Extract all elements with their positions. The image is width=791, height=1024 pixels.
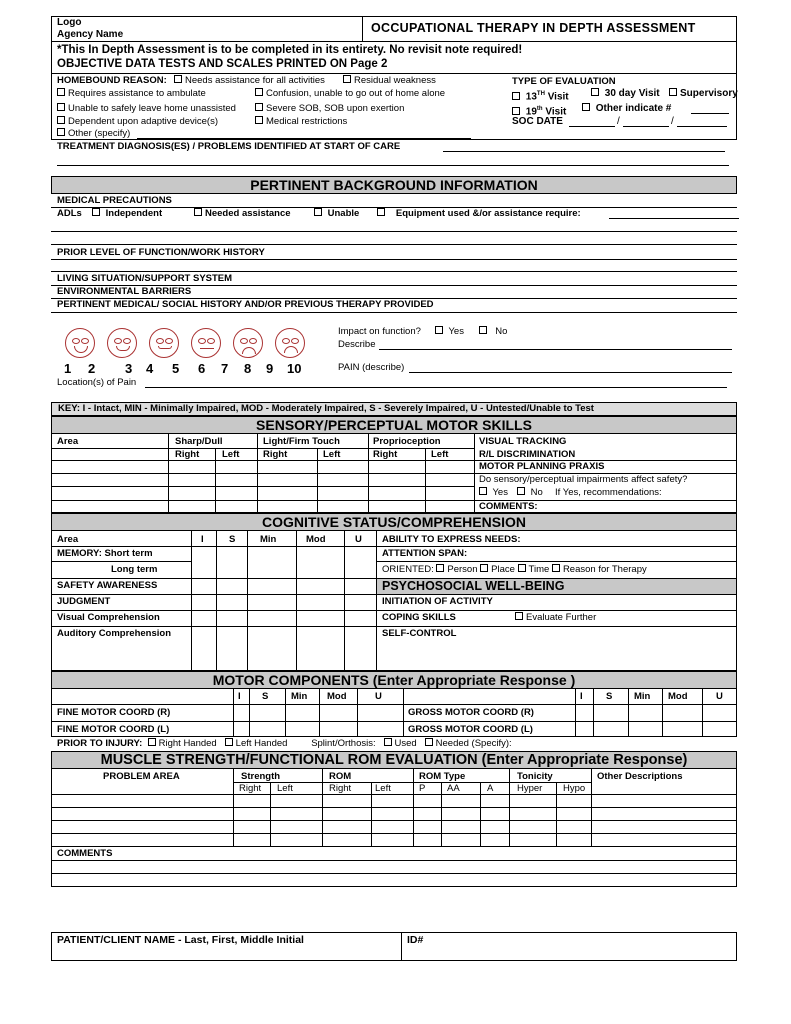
impact-no[interactable]: No — [479, 326, 507, 338]
impact-yes[interactable]: Yes — [435, 326, 464, 338]
pain-scale-9[interactable]: 9 — [266, 361, 274, 376]
checkbox-icon[interactable] — [343, 75, 351, 83]
eval-30-day-visit[interactable]: 30 day Visit — [591, 88, 660, 100]
treatment-diagnosis-field[interactable] — [443, 141, 725, 152]
pain-scale-4[interactable]: 4 — [146, 361, 154, 376]
checkbox-icon[interactable] — [425, 738, 433, 746]
cognitive-area-header: Area — [57, 534, 79, 545]
notice-line-2: OBJECTIVE DATA TESTS AND SCALES PRINTED ON Page 2 — [57, 58, 388, 70]
checkbox-icon[interactable] — [377, 208, 385, 216]
pain-face-icon — [107, 328, 137, 358]
visual-tracking-label: VISUAL TRACKING — [479, 436, 567, 447]
visual-comprehension: Visual Comprehension — [57, 612, 160, 623]
motor-band: MOTOR COMPONENTS (Enter Appropriate Response ) — [51, 671, 737, 689]
checkbox-icon[interactable] — [582, 103, 590, 111]
checkbox-icon[interactable] — [518, 564, 526, 572]
gross-motor-right: GROSS MOTOR COORD (R) — [408, 707, 534, 718]
checkbox-icon[interactable] — [512, 92, 520, 100]
medical-precautions-label: MEDICAL PRECAUTIONS — [57, 195, 172, 206]
rl-discrimination-label: R/L DISCRIMINATION — [479, 449, 576, 460]
cognitive-band: COGNITIVE STATUS/COMPREHENSION — [51, 513, 737, 531]
oriented-row: ORIENTED: Person Place Time Reason for Therapy — [382, 564, 647, 575]
checkbox-icon[interactable] — [314, 208, 322, 216]
auditory-comprehension: Auditory Comprehension — [57, 628, 172, 639]
pain-scale-2[interactable]: 2 — [88, 361, 96, 376]
homebound-other-field[interactable] — [137, 128, 471, 139]
environmental-barriers-label: ENVIRONMENTAL BARRIERS — [57, 286, 192, 297]
self-control-label: SELF-CONTROL — [382, 628, 457, 639]
sensory-band: SENSORY/PERCEPTUAL MOTOR SKILLS — [51, 416, 737, 434]
pertinent-history-label: PERTINENT MEDICAL/ SOCIAL HISTORY AND/OR PREVIOUS THERAPY PROVIDED — [57, 299, 434, 310]
checkbox-icon[interactable] — [194, 208, 202, 216]
pain-scale-10[interactable]: 10 — [287, 361, 302, 376]
checkbox-icon[interactable] — [57, 116, 65, 124]
background-band: PERTINENT BACKGROUND INFORMATION — [51, 176, 737, 194]
gross-motor-left: GROSS MOTOR COORD (L) — [408, 724, 533, 735]
muscle-band: MUSCLE STRENGTH/FUNCTIONAL ROM EVALUATION (Enter Appropriate Response) — [51, 751, 737, 769]
homebound-label: HOMEBOUND REASON: — [57, 75, 167, 86]
checkbox-icon[interactable] — [148, 738, 156, 746]
pain-scale-5[interactable]: 5 — [172, 361, 180, 376]
checkbox-icon[interactable] — [512, 107, 520, 115]
pain-scale-3[interactable]: 3 — [125, 361, 133, 376]
safety-question: Do sensory/perceptual impairments affect safety? — [479, 474, 688, 485]
key-band: KEY: I - Intact, MIN - Minimally Impaired, MOD - Moderately Impaired, S - Severely Impaired, U - Untested/Unable to Test — [51, 402, 737, 416]
homebound-opt-9[interactable]: Other (specify) — [57, 128, 130, 140]
logo-placeholder: Logo — [57, 17, 82, 28]
problem-area-header: PROBLEM AREA — [103, 771, 180, 782]
soc-date-label: SOC DATE — [512, 116, 563, 127]
impact-on-function-label: Impact on function? — [338, 326, 421, 337]
rom-type-header: ROM Type — [419, 771, 466, 782]
sensory-area-header: Area — [57, 436, 79, 447]
pain-scale-6[interactable]: 6 — [198, 361, 206, 376]
checkbox-icon[interactable] — [517, 487, 525, 495]
checkbox-icon[interactable] — [384, 738, 392, 746]
coping-label: COPING SKILLS — [382, 612, 456, 623]
pain-scale-7[interactable]: 7 — [221, 361, 229, 376]
checkbox-icon[interactable] — [669, 88, 677, 96]
agency-name: Agency Name — [57, 29, 124, 40]
checkbox-icon[interactable] — [57, 103, 65, 111]
pain-face-icon — [233, 328, 263, 358]
pain-face-icon — [149, 328, 179, 358]
sensory-comments-label: COMMENTS: — [479, 501, 538, 512]
homebound-opt-7[interactable]: Dependent upon adaptive device(s) — [57, 116, 218, 128]
checkbox-icon[interactable] — [552, 564, 560, 572]
safety-yes[interactable]: Yes — [479, 487, 508, 499]
other-descriptions-header: Other Descriptions — [597, 771, 683, 782]
light-touch-header: Light/Firm Touch — [263, 436, 340, 447]
adls-unable[interactable]: Unable — [314, 208, 359, 220]
checkbox-icon[interactable] — [174, 75, 182, 83]
checkbox-icon[interactable] — [57, 128, 65, 136]
checkbox-icon[interactable] — [435, 326, 443, 334]
equipment-field[interactable] — [609, 208, 739, 219]
pain-face-icon — [65, 328, 95, 358]
eval-other-field[interactable] — [691, 103, 729, 114]
motor-planning-label: MOTOR PLANNING PRAXIS — [479, 461, 605, 472]
describe-label: Describe — [338, 339, 376, 350]
homebound-opt-2[interactable]: Residual weakness — [343, 75, 436, 87]
eval-13th-visit[interactable]: 13TH Visit — [512, 88, 569, 103]
strength-header: Strength — [241, 771, 281, 782]
evaluate-further[interactable]: Evaluate Further — [515, 612, 596, 624]
form-title: OCCUPATIONAL THERAPY IN DEPTH ASSESSMENT — [371, 21, 696, 35]
pain-face-icon — [275, 328, 305, 358]
adls-label: ADLs — [57, 208, 82, 219]
checkbox-icon[interactable] — [479, 487, 487, 495]
pain-describe-field[interactable] — [409, 362, 732, 373]
soc-month-field[interactable] — [569, 116, 615, 127]
pain-scale-1[interactable]: 1 — [64, 361, 72, 376]
homebound-opt-1[interactable]: Needs assistance for all activities — [174, 75, 325, 87]
judgment: JUDGMENT — [57, 596, 111, 607]
rom-header: ROM — [329, 771, 352, 782]
muscle-comments-label: COMMENTS — [57, 848, 113, 859]
fine-motor-left: FINE MOTOR COORD (L) — [57, 724, 170, 735]
homebound-opt-8[interactable]: Medical restrictions — [255, 116, 347, 128]
memory-short-term: MEMORY: Short term — [57, 548, 153, 559]
fine-motor-right: FINE MOTOR COORD (R) — [57, 707, 171, 718]
express-needs-label: ABILITY TO EXPRESS NEEDS: — [382, 534, 521, 545]
pain-location-field[interactable] — [145, 377, 727, 388]
checkbox-icon[interactable] — [255, 103, 263, 111]
living-situation-label: LIVING SITUATION/SUPPORT SYSTEM — [57, 273, 233, 284]
prior-level-label: PRIOR LEVEL OF FUNCTION/WORK HISTORY — [57, 247, 265, 258]
homebound-opt-4[interactable]: Confusion, unable to go out of home alone — [255, 88, 445, 100]
checkbox-icon[interactable] — [591, 88, 599, 96]
homebound-opt-5[interactable]: Unable to safely leave home unassisted — [57, 103, 236, 115]
eval-supervisory[interactable]: Supervisory — [669, 88, 738, 100]
checkbox-icon[interactable] — [255, 116, 263, 124]
initiation-label: INITIATION OF ACTIVITY — [382, 596, 493, 607]
soc-day-field[interactable] — [623, 116, 669, 127]
checkbox-icon[interactable] — [479, 326, 487, 334]
prior-to-injury-row: PRIOR TO INJURY: Right Handed Left Handed Splint/Orthosis: Used Needed (Specify): — [57, 738, 512, 749]
pain-location-label: Location(s) of Pain — [57, 377, 137, 388]
eval-19th-visit[interactable]: 19th Visit — [512, 103, 566, 118]
safety-no[interactable]: No — [517, 487, 543, 499]
checkbox-icon[interactable] — [57, 88, 65, 96]
muscle-table — [51, 769, 737, 887]
safety-recommendations: If Yes, recommendations: — [555, 487, 662, 498]
checkbox-icon[interactable] — [480, 564, 488, 572]
adls-needed-assistance[interactable]: Needed assistance — [194, 208, 291, 220]
treatment-diagnosis-label: TREATMENT DIAGNOSIS(ES) / PROBLEMS IDENTIFIED AT START OF CARE — [57, 141, 401, 152]
adls-independent[interactable]: Independent — [92, 208, 162, 220]
homebound-opt-3[interactable]: Requires assistance to ambulate — [57, 88, 206, 100]
proprioception-header: Proprioception — [373, 436, 441, 447]
checkbox-icon[interactable] — [515, 612, 523, 620]
psychosocial-label: PSYCHOSOCIAL WELL-BEING — [382, 579, 565, 593]
evaluation-type-label: TYPE OF EVALUATION — [512, 76, 616, 87]
patient-name-label: PATIENT/CLIENT NAME - Last, First, Middle Initial — [57, 934, 304, 946]
homebound-opt-6[interactable]: Severe SOB, SOB upon exertion — [255, 103, 404, 115]
describe-field[interactable] — [379, 339, 732, 350]
notice-line-1: *This In Depth Assessment is to be completed in its entirety. No revisit note required! — [57, 44, 523, 56]
eval-other[interactable]: Other indicate # — [582, 103, 671, 115]
pain-describe-label: PAIN (describe) — [338, 362, 405, 373]
attention-span-label: ATTENTION SPAN: — [382, 548, 468, 559]
pain-face-icon — [191, 328, 221, 358]
soc-year-field[interactable] — [677, 116, 727, 127]
checkbox-icon[interactable] — [92, 208, 100, 216]
checkbox-icon[interactable] — [255, 88, 263, 96]
sharp-dull-header: Sharp/Dull — [175, 436, 223, 447]
safety-awareness: SAFETY AWARENESS — [57, 580, 158, 591]
pain-scale-8[interactable]: 8 — [244, 361, 252, 376]
tonicity-header: Tonicity — [517, 771, 553, 782]
checkbox-icon[interactable] — [225, 738, 233, 746]
adls-equipment[interactable]: Equipment used &/or assistance require: — [377, 208, 581, 220]
memory-long-term: Long term — [111, 564, 158, 575]
checkbox-icon[interactable] — [436, 564, 444, 572]
patient-id-label: ID# — [407, 934, 424, 946]
